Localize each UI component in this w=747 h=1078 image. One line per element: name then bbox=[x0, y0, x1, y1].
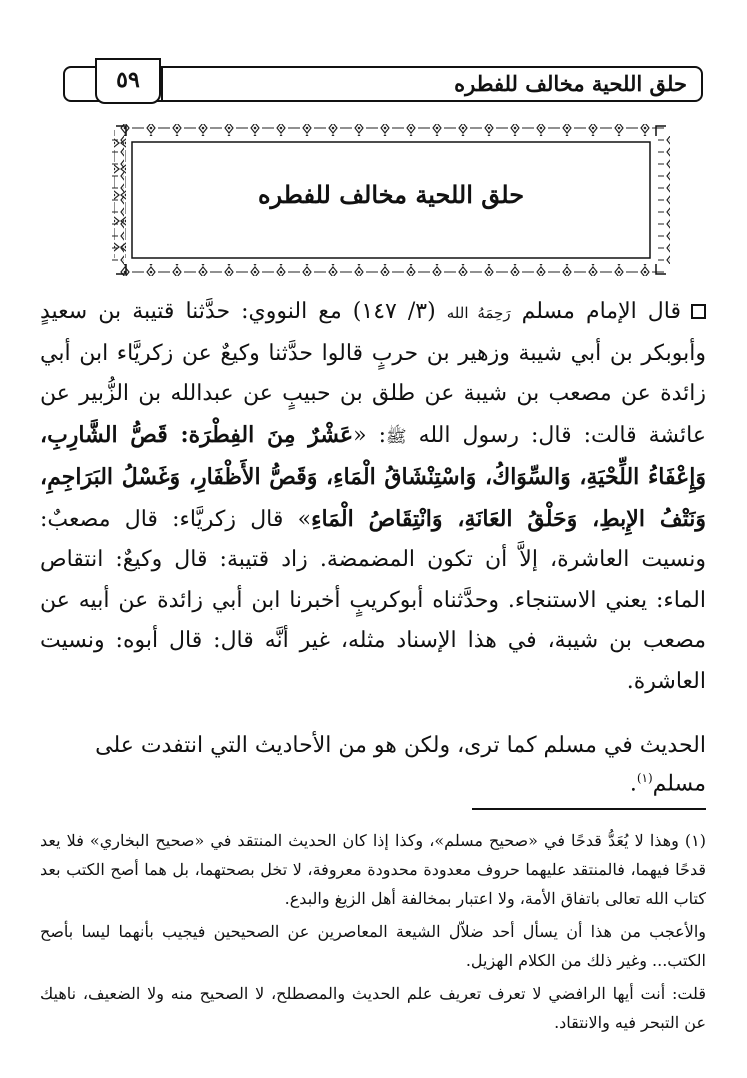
chapter-title: حلق اللحية مخالف للفطره bbox=[257, 180, 525, 209]
salutation-pbuh: ﷺ bbox=[386, 426, 407, 447]
text-run: الحديث في مسلم كما ترى، ولكن هو من الأحاديث التي انتفدت على مسلم bbox=[95, 733, 706, 797]
paragraph-2 bbox=[40, 730, 706, 800]
text-run: قال الإمام مسلم bbox=[510, 299, 682, 324]
footnote-1: (١) وهذا لا يُعَدُّ قدحًا في «صحيح مسلم»، وكذا إذا كان الحديث المنتقد في «صحيح البخاري» فلا يعد قدحًا فيهما، فالمنتقد عليهما حروف معدودة محدودة معروفة، لا تخل بصحتهما، بل هما أصح الكتب بعد كتاب الله تعالى باتفاق الأمة، ولا اعتبار بمخالفة أهل الزيغ والبدع. bbox=[40, 831, 706, 908]
hadith-text: عَشْرٌ مِنَ الفِطْرَة: قَصُّ الشَّارِبِ، وَإِعْفَاءُ اللِّحْيَةِ، وَالسِّوَاكُ، وَاسْتِنْشَاقُ الْمَاءِ، وَقَصُّ الأَظْفَارِ، وَغَسْلُ البَرَاجِمِ، وَنَتْفُ الإِبطِ، وَحَلْقُ العَانَةِ، وَانْتِقَاصُ الْمَاءِ bbox=[40, 421, 706, 532]
text-run: . bbox=[629, 771, 637, 797]
text-run: (٣/ ١٤٧) مع النووي: حدَّثنا قتيبة بن سعيدٍ وأبوبكر بن أبي شيبة وزهير بن حربٍ قالوا حدَّثنا وكيعٌ عن زكريَّاء ابن أبي زائدة عن مصعب بن شيبة عن طلق بن حبيبٍ عن عبدالله بن الزُّبير عن عائشة قالت: قال: رسول الله bbox=[40, 299, 706, 448]
main-text bbox=[40, 292, 706, 702]
footnote-1-continued: والأعجب من هذا أن يسأل أحد ضلاّل الشيعة المعاصرين عن الصحيحين فيجيب بأنهما ليسا بأصح الكتب... وغير ذلك من الكلام الهزيل. bbox=[40, 922, 707, 970]
chapter-title-frame bbox=[112, 122, 670, 278]
honorific-rahimahullah: رَحِمَهُ الله bbox=[446, 304, 511, 322]
footnote-1-remark: قلت: أنت أيها الرافضي لا تعرف تعريف علم الحديث والمصطلح، لا الصحيح منه ولا الضعيف، ناهيك عن التبحر فيه والانتقاد. bbox=[40, 984, 706, 1032]
footnote-separator bbox=[472, 808, 706, 810]
running-header-title: حلق اللحية مخالف للفطره bbox=[454, 71, 687, 96]
footnotes bbox=[40, 826, 706, 1041]
running-header bbox=[63, 66, 703, 102]
paragraph-1 bbox=[40, 292, 706, 702]
text-run: : « bbox=[353, 422, 387, 448]
header-divider bbox=[161, 68, 163, 100]
checkbox-icon bbox=[691, 304, 706, 319]
footnote-marker: (١) bbox=[636, 771, 653, 785]
text-run: » قال زكريَّاء: قال مصعبٌ: ونسيت العاشرة، إلاَّ أن تكون المضمضة. زاد قتيبة: قال وكيعٌ: انتقاص الماء: يعني الاستنجاء. وحدَّثناه أبوكريبٍ أخبرنا ابن أبي زائدة عن أبيه عن مصعب بن شيبة، في هذا الإسناد مثله، غير أنَّه قال: قال أبوه: ونسيت العاشرة. bbox=[40, 506, 706, 694]
page-number: ٥٩ bbox=[95, 58, 161, 104]
